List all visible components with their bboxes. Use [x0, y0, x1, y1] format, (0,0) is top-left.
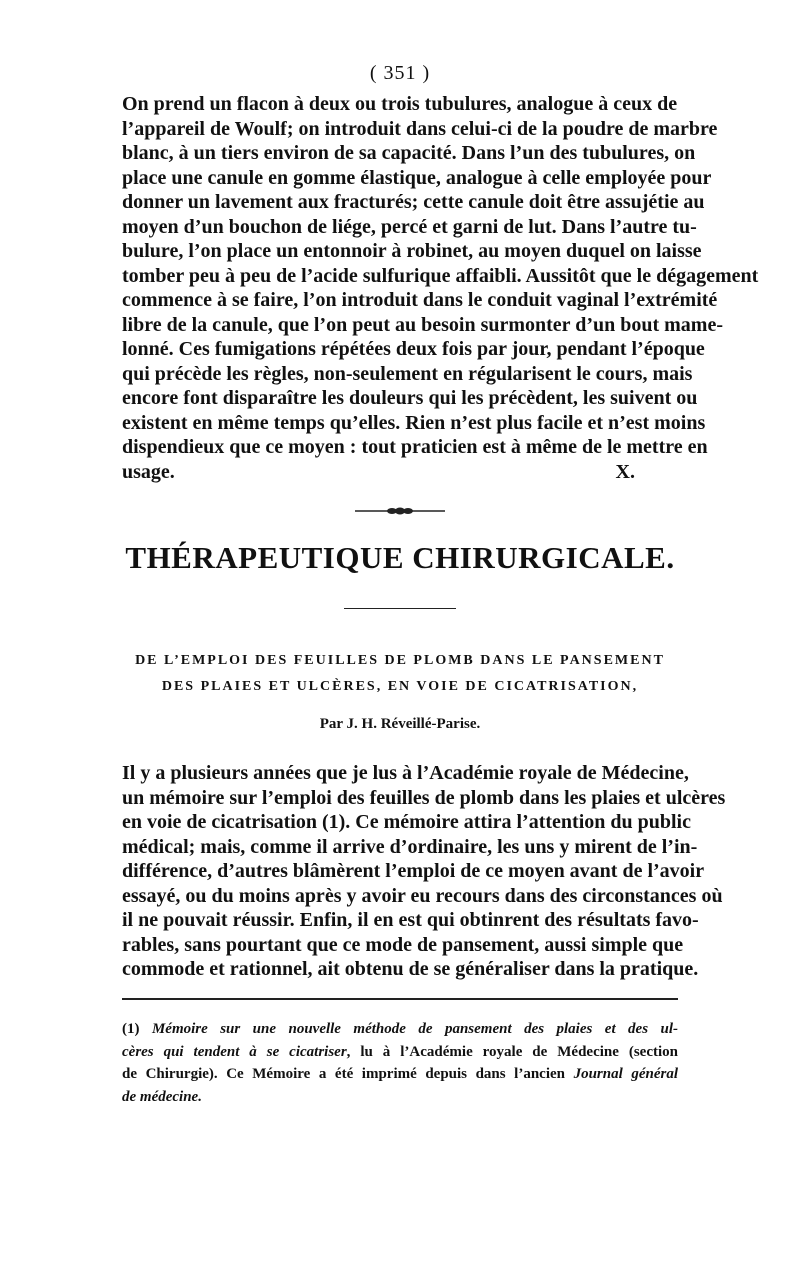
text-line: l’appareil de Woulf; on introduit dans celui-ci de la poudre de marbre	[122, 117, 718, 140]
text-line: qui précède les règles, non-seulement en régularisent le cours, mais	[122, 362, 693, 385]
text-line: Il y a plusieurs années que je lus à l’Académie royale de Médecine,	[122, 762, 689, 784]
footnote-line-2	[122, 1041, 678, 1064]
signature: X.	[615, 460, 635, 483]
article-title-line-1: DE L’EMPLOI DES FEUILLES DE PLOMB DANS LE PANSEMENT	[135, 653, 665, 668]
footnote-work-title: Mémoire sur une nouvelle méthode de pansement des plaies et des ul-	[151, 1021, 679, 1037]
footnote-divider	[122, 998, 678, 1000]
footnote-journal: Journal général	[573, 1066, 679, 1082]
byline: Par J. H. Réveillé-Parise.	[319, 716, 481, 732]
text-line: médical; mais, comme il arrive d’ordinaire, les uns y mirent de l’in-	[122, 835, 698, 858]
top-paragraph	[122, 92, 759, 460]
top-paragraph-last-line: usage.	[122, 460, 175, 483]
footnote	[122, 1018, 678, 1108]
text-line: blanc, à un tiers environ de sa capacité. Dans l’un des tubulures, on	[122, 142, 696, 164]
footnote-line-1	[122, 1018, 678, 1041]
title-divider	[344, 608, 456, 609]
text-line: un mémoire sur l’emploi des feuilles de plomb dans les plaies et ulcères	[122, 786, 726, 809]
text-line-last: commode et rationnel, ait obtenu de se généraliser dans la pratique.	[122, 958, 699, 980]
footnote-work-title-end: cères qui tendent à se cicatriser	[122, 1043, 347, 1060]
footnote-text-2: de Chirurgie). Ce Mémoire a été imprimé depuis dans l’ancien	[122, 1066, 566, 1082]
text-line: encore font disparaître les douleurs qui les précèdent, les suivent ou	[122, 387, 698, 409]
text-line: dispendieux que ce moyen : tout praticien est à même de le mettre en	[122, 436, 708, 458]
text-line: commence à se faire, l’on introduit dans le conduit vaginal l’extrémité	[122, 289, 718, 311]
article-title-line-2: DES PLAIES ET ULCÈRES, EN VOIE DE CICATRISATION,	[161, 679, 639, 694]
text-line: bulure, l’on place un entonnoir à robinet, au moyen duquel on laisse	[122, 240, 702, 262]
footnote-journal-end: de médecine.	[122, 1088, 202, 1105]
text-line: en voie de cicatrisation (1). Ce mémoire attira l’attention du public	[122, 811, 691, 833]
top-paragraph-end	[122, 460, 677, 485]
text-line: On prend un flacon à deux ou trois tubulures, analogue à ceux de	[122, 93, 678, 115]
text-line: lonné. Ces fumigations répétées deux fois par jour, pendant l’époque	[122, 338, 705, 360]
text-line: donner un lavement aux fracturés; cette canule doit être assujétie au	[122, 191, 705, 213]
text-line: existent en même temps qu’elles. Rien n’est plus facile et n’est moins	[122, 411, 706, 434]
text-line: moyen d’un bouchon de liége, percé et garni de lut. Dans l’autre tu-	[122, 215, 697, 238]
section-ornament	[355, 506, 445, 516]
footnote-marker: (1)	[122, 1021, 140, 1037]
footnote-line-4	[122, 1086, 678, 1109]
text-line: place une canule en gomme élastique, analogue à celle employée pour	[122, 166, 712, 189]
section-title: THÉRAPEUTIQUE CHIRURGICALE.	[125, 540, 675, 575]
text-line: essayé, ou du moins après y avoir eu recours dans des circonstances où	[122, 884, 723, 907]
text-line: rables, sans pourtant que ce mode de pansement, aussi simple que	[122, 933, 684, 956]
page-number: ( 351 )	[369, 62, 431, 84]
footnote-line-3	[122, 1063, 678, 1086]
text-line: il ne pouvait réussir. Enfin, il en est qui obtinrent des résultats favo-	[122, 909, 699, 931]
body-paragraph	[122, 761, 726, 982]
footnote-text: , lu à l’Académie royale de Médecine (section	[346, 1043, 678, 1060]
text-line: tomber peu à peu de l’acide sulfurique affaibli. Aussitôt que le dégagement	[122, 264, 759, 287]
text-line: différence, d’autres blâmèrent l’emploi de ce moyen avant de l’avoir	[122, 860, 705, 882]
text-line: libre de la canule, que l’on peut au besoin surmonter d’un bout mame-	[122, 313, 723, 336]
